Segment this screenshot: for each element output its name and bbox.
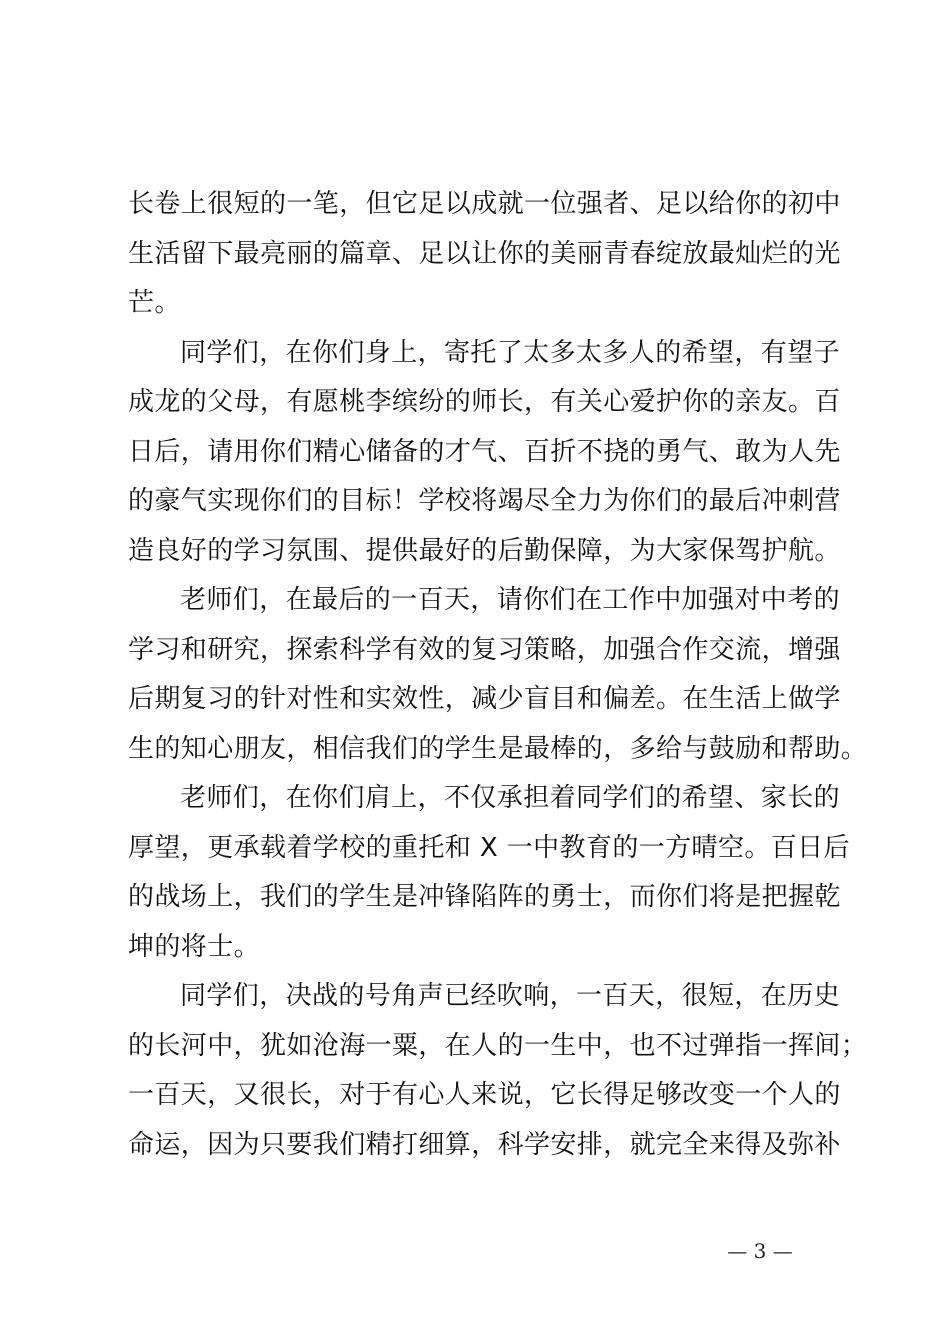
text-line: 后期复习的针对性和实效性，减少盲目和偏差。在生活上做学 [128,684,841,714]
paragraph-start-line: 同学们，在你们身上，寄托了太多太多人的希望，有望子 [180,337,841,368]
text-line: 的长河中，犹如沧海一粟，在人的一生中，也不过弹指一挥间； [128,1030,868,1061]
body-text [128,180,868,1170]
text-line: 的战场上，我们的学生是冲锋陷阵的勇士，而你们将是把握乾 [128,882,841,912]
text-line: 造良好的学习氛围、提供最好的后勤保障，为大家保驾护航。 [128,535,841,566]
paragraph-start-line: 同学们，决战的号角声已经吹响，一百天，很短，在历史 [180,981,841,1011]
page-number: — 3 — [727,1239,793,1263]
text-line: 命运，因为只要我们精打细算，科学安排，就完全来得及弥补 [128,1129,841,1160]
text-line: 芒。 [128,288,181,318]
text-line: 的豪气实现你们的目标！学校将竭尽全力为你们的最后冲刺营 [128,486,841,516]
text-line: 生的知心朋友，相信我们的学生是最棒的，多给与鼓励和帮助。 [128,733,868,764]
text-line: 学习和研究，探索科学有效的复习策略，加强合作交流，增强 [128,634,841,665]
paragraph-start-line: 老师们，在最后的一百天，请你们在工作中加强对中考的 [180,585,841,615]
text-line: 厚望，更承载着学校的重托和 X 一中教育的一方晴空。百日后 [128,832,850,863]
text-line: 成龙的父母，有愿桃李缤纷的师长，有关心爱护你的亲友。百 [128,387,841,417]
text-line: 日后，请用你们精心储备的才气、百折不挠的勇气、敢为人先 [128,436,841,467]
paragraph-start-line: 老师们，在你们肩上，不仅承担着同学们的希望、家长的 [180,783,841,813]
text-line: 长卷上很短的一笔，但它足以成就一位强者、足以给你的初中 [128,189,841,219]
text-line: 坤的将士。 [128,931,261,962]
text-line: 一百天，又很长，对于有心人来说，它长得足够改变一个人的 [128,1080,841,1110]
text-line: 生活留下最亮丽的篇章、足以让你的美丽青春绽放最灿烂的光 [128,238,841,269]
